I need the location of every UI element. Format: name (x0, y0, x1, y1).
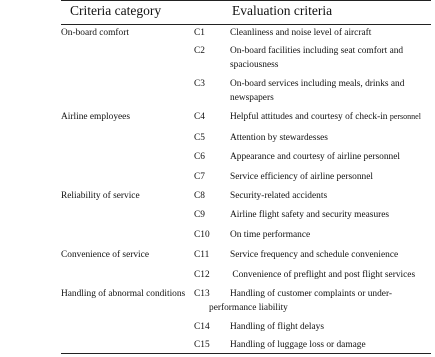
criterion-code: C2 (194, 46, 205, 56)
criterion-text: Service frequency and schedule convenience (230, 250, 399, 260)
criterion-code: C1 (194, 28, 205, 38)
criterion-text: Security-related accidents (230, 191, 328, 201)
criterion-code: C13 (194, 289, 210, 299)
criterion-tail: personnel (389, 112, 421, 121)
criterion-code: C10 (194, 230, 210, 240)
criterion-text: Attention by stewardesses (230, 133, 328, 143)
table-header-rule (61, 24, 431, 25)
table-bottom-rule (61, 353, 431, 354)
category-cell: Convenience of service (61, 250, 149, 260)
criterion-code: C7 (194, 172, 205, 182)
criterion-text: Convenience of preflight and post flight services (230, 270, 416, 280)
table-top-rule (61, 0, 431, 1)
criterion-text: On-board facilities including seat comfort and spaciousness (230, 46, 404, 70)
criterion-code: C11 (194, 250, 210, 260)
category-cell: Airline employees (61, 112, 130, 122)
criterion-text: Service efficiency of airline personnel (230, 172, 373, 182)
criterion-code: C15 (194, 340, 210, 350)
header-criteria-category: Criteria category (70, 3, 162, 18)
criterion-code: C9 (194, 210, 205, 220)
criterion-main: Helpful attitudes and courtesy of check-in (230, 112, 388, 122)
criterion-code: C14 (194, 322, 210, 332)
criterion-code: C6 (194, 152, 205, 162)
category-cell: Reliability of service (61, 191, 140, 201)
criterion-text: On time performance (230, 230, 311, 240)
criterion-text: Handling of customer complaints or under-performance liability (209, 289, 393, 313)
criterion-text: Airline flight safety and security measures (230, 210, 390, 220)
criterion-text: Handling of luggage loss or damage (230, 340, 366, 350)
header-evaluation-criteria: Evaluation criteria (232, 3, 333, 18)
criterion-text: Cleanliness and noise level of aircraft (230, 28, 372, 38)
category-cell: Handling of abnormal conditions (61, 289, 186, 299)
category-cell: On-board comfort (61, 28, 129, 38)
criterion-code: C5 (194, 133, 205, 143)
criterion-text: Handling of flight delays (230, 322, 324, 332)
criterion-code: C12 (194, 270, 210, 280)
criterion-text (230, 110, 428, 124)
criterion-code: C8 (194, 191, 205, 201)
criterion-text: Appearance and courtesy of airline personnel (230, 152, 400, 162)
criterion-text: On-board services including meals, drinks and newspapers (230, 79, 405, 103)
criterion-code: C4 (194, 112, 205, 122)
criterion-code: C3 (194, 79, 205, 89)
